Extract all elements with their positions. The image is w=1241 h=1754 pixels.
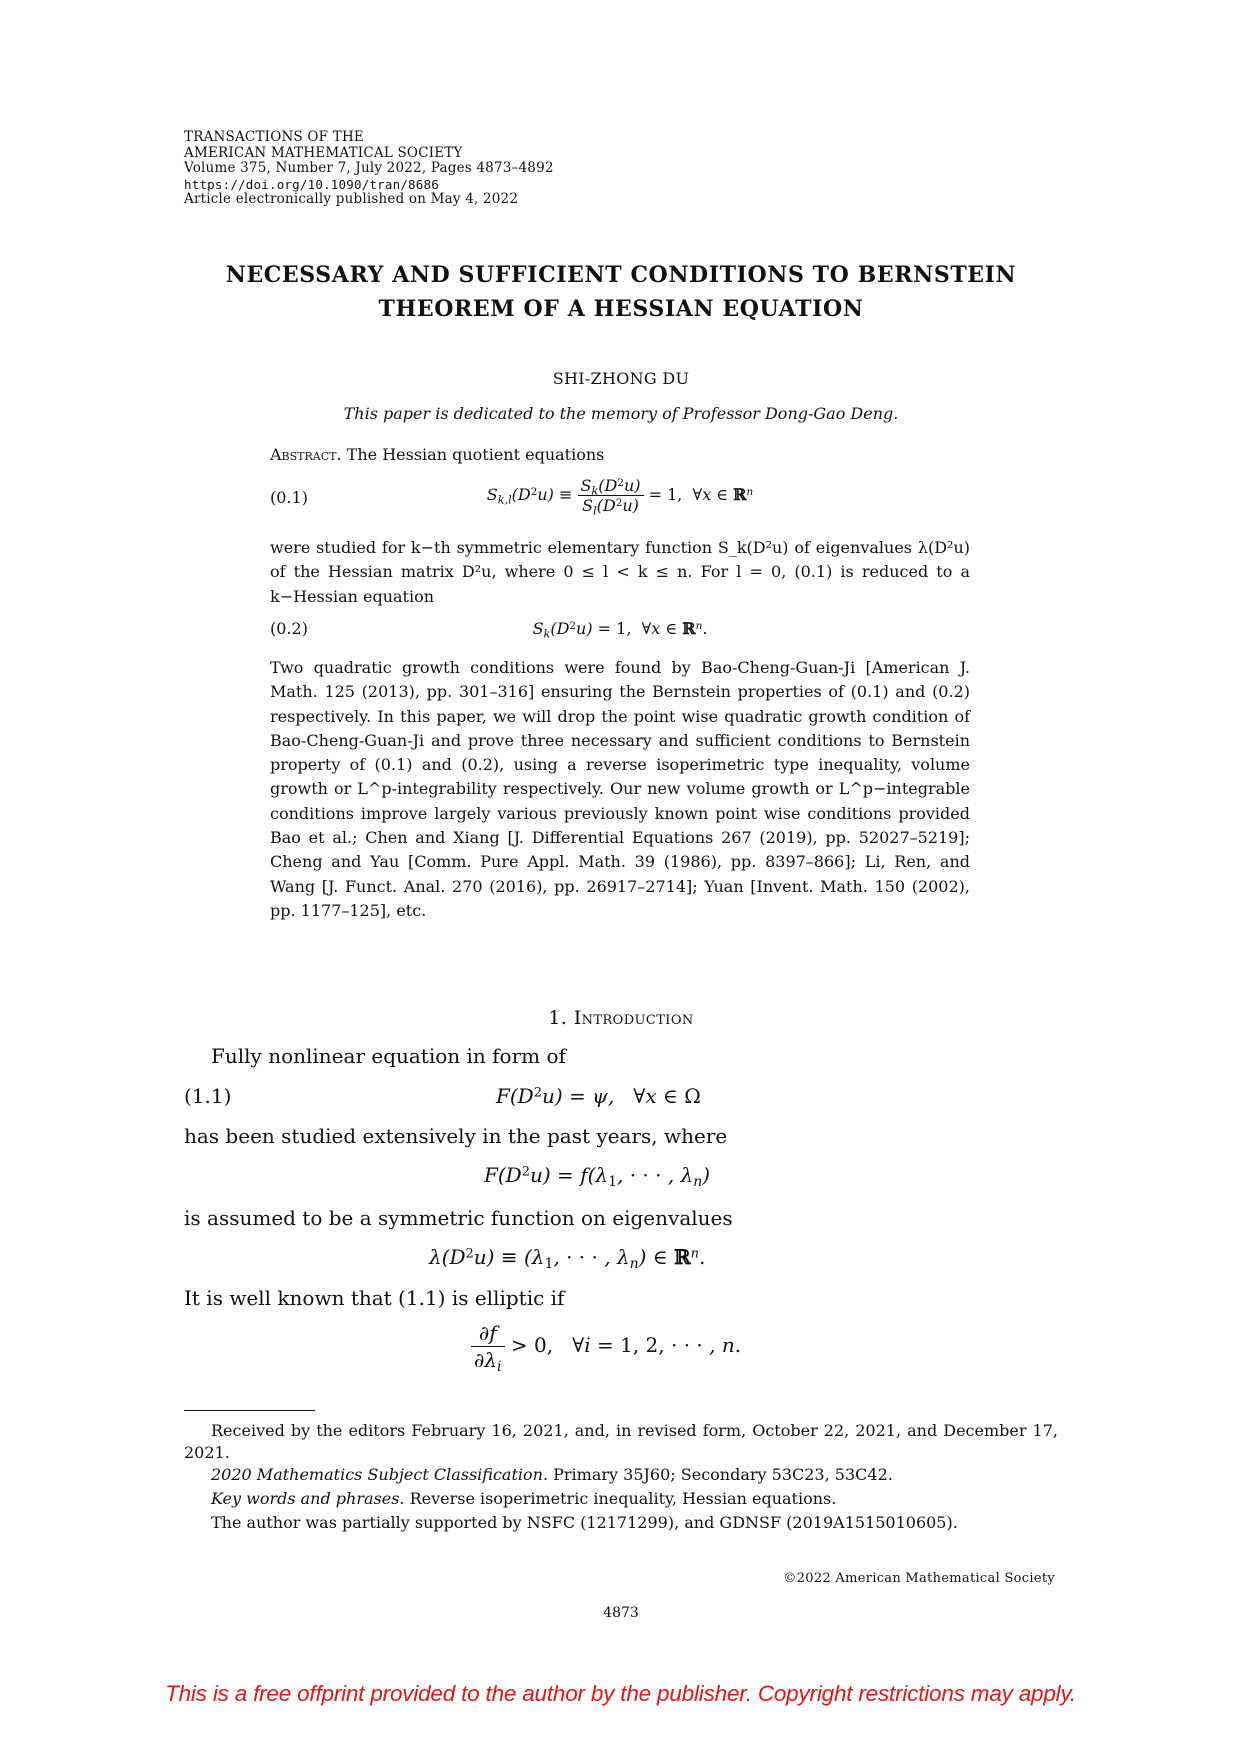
section-heading — [150, 1007, 1092, 1029]
abstract-paragraph-2: Two quadratic growth conditions were found by Bao-Cheng-Guan-Ji [American J. Math. 125 (2013), pp. 301–316] ensuring the Bernstein properties of (0.1) and (0.2) respectively. In this paper, we will drop the point wise quadratic growth condition of Bao-Cheng-Guan-Ji and prove three necessary and sufficient conditions to Bernstein property of (0.1) and (0.2), using a reverse isoperimetric type inequality, volume growth or L^p-integrability respectively. Our new volume growth or L^p−integrable conditions improve largely various previously known point wise conditions provided Bao et al.; Chen and Xiang [J. Differential Equations 267 (2019), pp. 52027–5219]; Cheng and Yau [Comm. Pure Appl. Math. 39 (1986), pp. 8397–866]; Li, Ren, and Wang [J. Funct. Anal. 270 (2016), pp. 26917–2714]; Yuan [Invent. Math. 150 (2002), pp. 1177–125], etc. — [270, 658, 970, 920]
title-line2: THEOREM OF A HESSIAN EQUATION — [378, 296, 864, 322]
section-number: 1. — [548, 1007, 568, 1029]
equation-number: (0.1) — [270, 488, 308, 507]
equation-1-1 — [184, 1083, 1058, 1109]
abstract-intro-text: The Hessian quotient equations — [346, 445, 605, 464]
footnote-support: The author was partially supported by NSFC (12171299), and GDNSF (2019A1515010605). — [211, 1513, 958, 1532]
keywords-text: Reverse isoperimetric inequality, Hessian equations. — [409, 1489, 837, 1508]
footnote-rule — [184, 1410, 315, 1411]
title-line1: NECESSARY AND SUFFICIENT CONDITIONS TO BERNSTEIN — [225, 262, 1017, 288]
body-paragraph: is assumed to be a symmetric function on eigenvalues — [184, 1206, 733, 1230]
msc-text: Primary 35J60; Secondary 53C23, 53C42. — [553, 1465, 893, 1484]
equation-0-1 — [270, 476, 970, 520]
body-paragraph — [184, 1043, 1058, 1069]
body-paragraph: has been studied extensively in the past years, where — [184, 1124, 728, 1148]
equation-body: $\lambda(D^2u) \equiv (\lambda_1$, · · · , $\lambda_n$) ∈ ℝ$^n$. — [429, 1245, 706, 1273]
body-text-1: Fully nonlinear equation in form of — [211, 1044, 566, 1068]
volume-info: Volume 375, Number 7, July 2022, Pages 4873–4892 — [184, 160, 554, 176]
dedication: This paper is dedicated to the memory of Professor Dong-Gao Deng. — [343, 404, 899, 423]
equation-0-2 — [270, 616, 970, 646]
abstract-label: Abstract. — [270, 445, 342, 464]
paper-title — [150, 258, 1092, 326]
page-number: 4873 — [603, 1605, 639, 1621]
copyright-notice: ©2022 American Mathematical Society — [783, 1571, 1055, 1586]
offprint-notice: This is a free offprint provided to the author by the publisher. Copyright restrictions may apply. — [165, 1681, 1076, 1706]
section-title: Introduction — [573, 1007, 694, 1029]
equation-body: $S_k(D^2u) = 1$, ∀x ∈ ℝ$^n$. — [532, 619, 708, 641]
msc-label: 2020 Mathematics Subject Classification. — [211, 1465, 549, 1484]
keywords-label: Key words and phrases. — [211, 1489, 405, 1508]
publication-date: Article electronically published on May 4, 2022 — [184, 191, 519, 207]
abstract-paragraph-1: were studied for k−th symmetric elementary function S_k(D²u) of eigenvalues λ(D²u) of the Hessian matrix D²u, where 0 ≤ l < k ≤ n. For l = 0, (0.1) is reduced to a k−Hessian equation — [270, 538, 970, 606]
footnote-keywords — [184, 1488, 1058, 1510]
equation-number: (0.2) — [270, 619, 308, 638]
journal-name-line1: TRANSACTIONS OF THE — [184, 129, 364, 145]
doi-link[interactable]: https://doi.org/10.1090/tran/8686 — [184, 176, 439, 192]
equation-body: $\frac{\partial f}{\partial\lambda_i}$ > 0, ∀i = 1, 2, · · · , n. — [471, 1320, 741, 1373]
abstract-intro — [270, 443, 970, 467]
body-paragraph: It is well known that (1.1) is elliptic if — [184, 1286, 565, 1310]
journal-name-line2: AMERICAN MATHEMATICAL SOCIETY — [184, 144, 463, 161]
equation-fraction: $\frac{\partial f}{\partial\lambda_i}$ — [471, 1320, 505, 1373]
equation-number: (1.1) — [184, 1084, 232, 1108]
footnote-msc — [184, 1464, 1058, 1486]
equation-fraction: $\frac{S_k(D^2u)}{S_l(D^2u)}$ — [578, 476, 644, 515]
equation-body: $F(D^2u) = \psi$, ∀x ∈ Ω — [496, 1084, 701, 1108]
journal-header — [184, 130, 554, 208]
footnote-received: Received by the editors February 16, 2021, and, in revised form, October 22, 2021, and December 17, 2021. — [184, 1421, 1058, 1462]
equation-body: $S_{k,l}(D^2u)$ ≡ $\frac{S_k(D^2u)}{S_l(D^2u)}$ = 1, ∀x ∈ ℝ$^n$ — [486, 476, 754, 518]
equation-body: $F(D^2u) = f(\lambda_1$, · · · , $\lambda_n$) — [484, 1163, 711, 1191]
author-name: SHI-ZHONG DU — [552, 369, 690, 388]
